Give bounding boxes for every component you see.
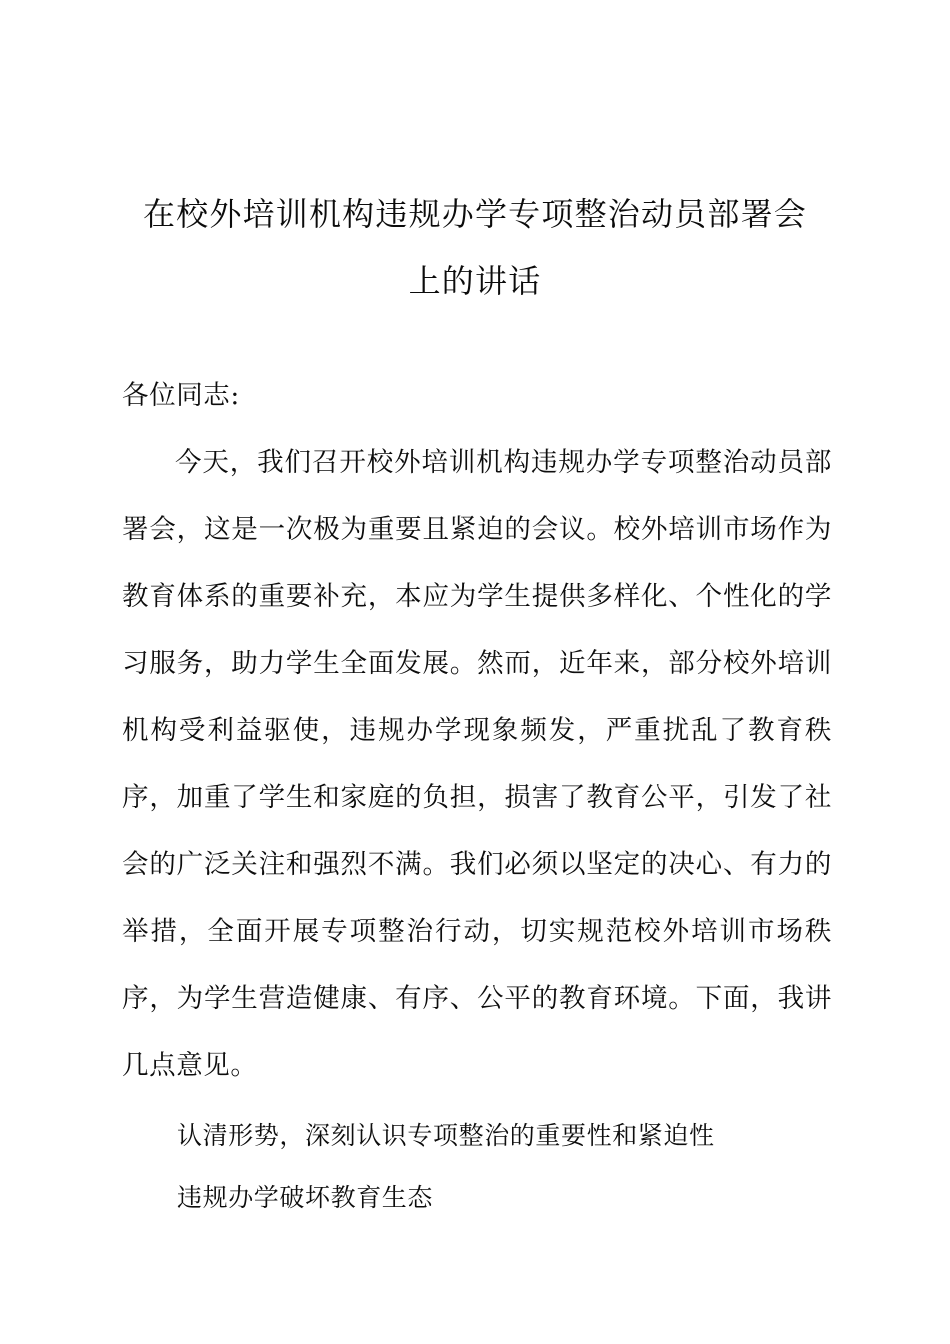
document-body: [122, 362, 832, 1229]
body-paragraph: 今天，我们召开校外培训机构违规办学专项整治动员部署会，这是一次极为重要且紧迫的会议。校外培训市场作为教育体系的重要补充，本应为学生提供多样化、个性化的学习服务，助力学生全面发展。然而，近年来，部分校外培训机构受利益驱使，违规办学现象频发，严重扰乱了教育秩序，加重了学生和家庭的负担，损害了教育公平，引发了社会的广泛关注和强烈不满。我们必须以坚定的决心、有力的举措，全面开展专项整治行动，切实规范校外培训市场秩序，为学生营造健康、有序、公平的教育环境。下面，我讲几点意见。: [122, 447, 832, 1081]
title-line-1: 在校外培训机构违规办学专项整治动员部署会: [142, 195, 807, 234]
subheading-1: 认清形势，深刻认识专项整治的重要性和紧迫性: [177, 1121, 715, 1150]
page-title: [120, 181, 830, 315]
salutation: 各位同志:: [122, 380, 240, 411]
subheading-2: 违规办学破坏教育生态: [177, 1183, 434, 1212]
title-line-2: 上的讲话: [408, 262, 542, 301]
subheading-group: [122, 1105, 832, 1229]
